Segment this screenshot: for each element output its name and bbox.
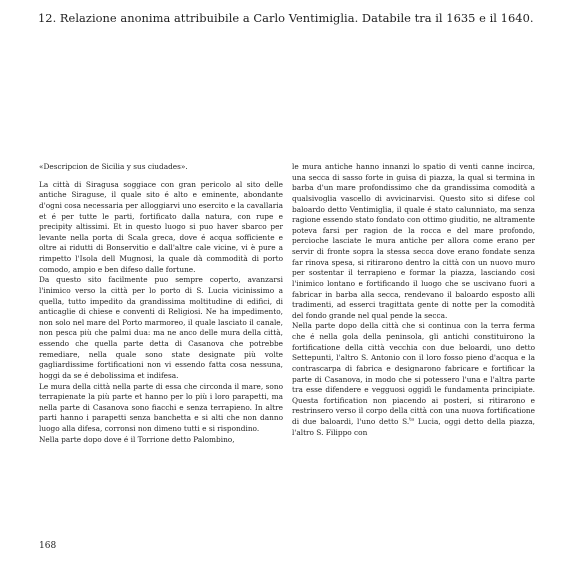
- superscript-abbreviation: ta: [409, 416, 415, 423]
- paragraph: [292, 321, 535, 438]
- source-title: «Descripcion de Sicilia y sus ciudades».: [39, 162, 188, 171]
- paragraph: Nella parte dopo dove é il Torrione detto Palombino,: [39, 434, 235, 444]
- page-number: 168: [39, 541, 57, 551]
- paragraph-text: Lucia, oggi detto della piazza, l'altro S. Filippo con: [292, 417, 535, 437]
- right-text-column: [292, 162, 535, 438]
- left-text-column: [39, 162, 283, 445]
- paragraph: Da questo sito facilmente puo sempre coperto, avanzarsi l'inimico verso la città per lo porto di S. Lucia vicinissimo a quella, tutto impedito da grandissima moltitudine di edifici, di anticaglie di chiese e conventi di Religiosi. Ne ha impedimento, non solo nel mare del Porto marmoreo, il quale lasciato il canale, non pesca più che palmi dua: ma ne anco delle mura della città, essendo che quella parte detta di Casanova che potrebbe remediare, nella quale sono state designate più volte gagliardissime fortificationi non vi essendo fatta cosa nessuna, hoggi da se é debolissima et indifesa.: [39, 275, 283, 380]
- page-heading: 12. Relazione anonima attribuibile a Carlo Ventimiglia. Databile tra il 1635 e il 1640.: [38, 11, 534, 25]
- paragraph: Le mura della città nella parte di essa che circonda il mare, sono terrapienate la più parte et hanno per lo più i loro parapetti, ma nella parte di Casanova sono fiacchi e senza terrapieno. In altre parti hanno i parapetti senza banchetta e si alti che non danno luogo alla difesa, corronsi non dimeno tutti e si rispondino.: [39, 381, 283, 433]
- paragraph: La città di Siragusa soggiace con gran pericolo al sito delle antiche Siraguse, il quale sito é alto e eminente, abondante d'ogni cosa necessaria per alloggiarvi uno esercito e la cavallaria et é per tutte le parti, fortificato dalla natura, con rupe e precipity altissimi. Et in questo luogo si puo haver sbarco per levante nella porta di Scala greca, dove é acqua sofficiente e oltre ai ridutti di Bonservitio e dall'altre cale vicine, vi è pure a rimpetto l'Isola dell Mugnosi, la quale dà commodità di porto comodo, ampio e ben difeso dalle fortune.: [39, 179, 283, 274]
- paragraph: le mura antiche hanno innanzi lo spatio di venti canne incirca, una secca di sasso forte in guisa di piazza, la qual si termina in barba d'un mare profondissimo che da grandissima comodità a qualsivoglia vascello di avvicinarvisi. Questo sito si difese col baloardo detto Ventimiglia, il quale é stato calunniato, ma senza ragione essendo stato fondato con ottimo giuditio, ne altramente poteva farsi per ragion de la rocca e del mare profondo, percioche lasciate le mura antiche per allora come erano per servir di fronte sopra la stessa secca dove erano fondate senza far rinova spesa, si ritirarono dentro la città con un nuovo muro per sostentar il terrapieno e formar la piazza, lasciando cosi l'inimico lontano e fortificando il luogo che se uscivano fuori a fabricar in barba alla secca, rendevano il baloardo esposto alli tradimenti, ad esserci tragittata gente di notte per la comodità del fondo grande nel qual pende la secca.: [292, 162, 535, 320]
- paragraph-text: Nella parte dopo della città che si continua con la terra ferma che é nella gola della peninsola, gli antichi constituirono la fortificatione della città vecchia con due beloardi, uno detto Settepunti, l'altro S. Antonio con il loro fosso pieno d'acqua e la contrascarpa di fabrica e designarono fabricare e fortificar la parte di Casanova, in modo che si potessero l'una e l'altra parte tra esse difendere e vegguosi oggidì le fundamenta principiate. Questa fortification non piacendo ai posteri, si ritirarono e restrinsero verso il corpo della città con una nuova fortificatione di due baloardi, l'uno detto S.: [292, 321, 535, 426]
